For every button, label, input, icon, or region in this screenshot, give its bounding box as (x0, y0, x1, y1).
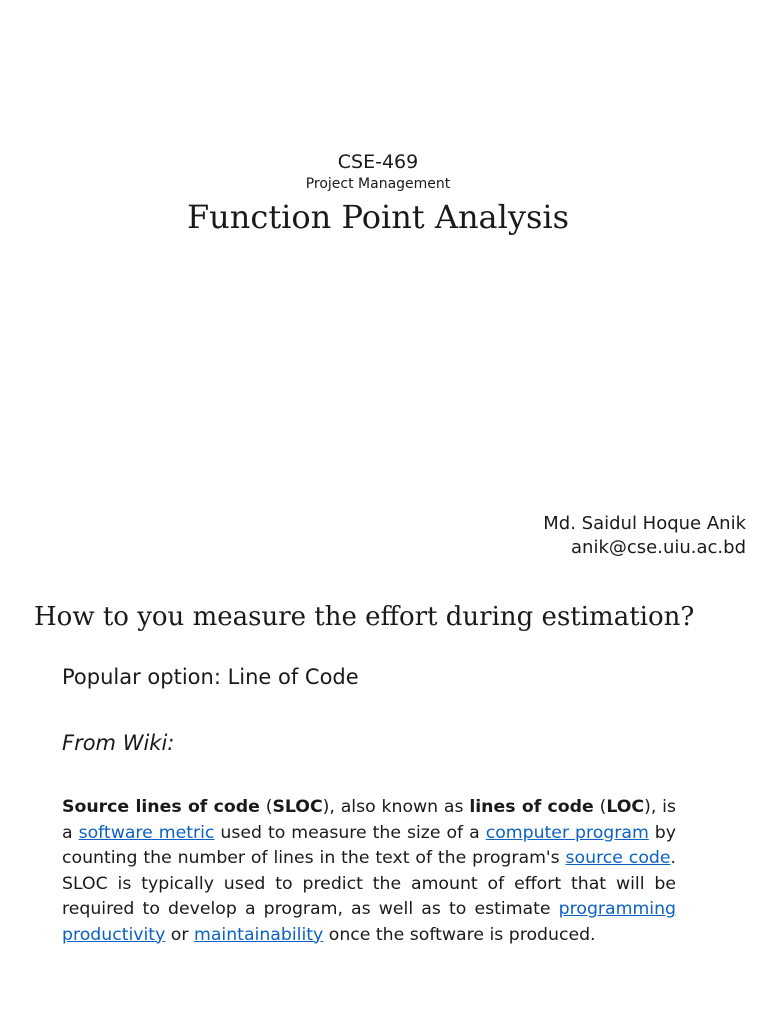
term-source-lines-of-code: Source lines of code (62, 797, 260, 817)
link-maintainability[interactable]: maintainability (193, 924, 324, 945)
link-source-code[interactable]: source code (565, 848, 671, 868)
course-code: CSE-469 (337, 151, 419, 173)
term-lines-of-code: lines of code (469, 797, 594, 817)
author-name: Md. Saidul Hoque Anik (543, 513, 746, 534)
paragraph-text: used to measure the size of a (214, 822, 486, 843)
slide-heading: How to you measure the effort during estimation? (34, 602, 695, 632)
link-computer-program[interactable]: computer program (485, 822, 649, 843)
paragraph-text: by counting the number of lines in the text of the program's (62, 822, 676, 868)
link-programming-productivity[interactable]: programming productivity (62, 899, 676, 945)
paragraph-text: or (165, 924, 194, 945)
abbr-loc: LOC (606, 797, 645, 817)
paragraph-text: once the software is produced. (323, 924, 596, 945)
paragraph-text: ( (259, 797, 273, 817)
paragraph-text: . SLOC is typically used to predict the amount of effort that will be required to develop a program, as well as to estimate (62, 848, 676, 919)
paragraph-text: ( (593, 797, 607, 817)
popular-option-text: Popular option: Line of Code (62, 665, 359, 689)
slide-title: Function Point Analysis (186, 198, 570, 236)
wiki-paragraph (62, 795, 676, 948)
abbr-sloc: SLOC (272, 797, 323, 817)
course-name: Project Management (305, 176, 451, 192)
author-block (543, 512, 746, 560)
paragraph-text: ), also known as (322, 797, 470, 817)
from-wiki-label: From Wiki: (62, 731, 175, 755)
author-email: anik@cse.uiu.ac.bd (571, 537, 746, 558)
link-software-metric[interactable]: software metric (78, 822, 215, 843)
paragraph-text: ), is a (62, 797, 676, 843)
